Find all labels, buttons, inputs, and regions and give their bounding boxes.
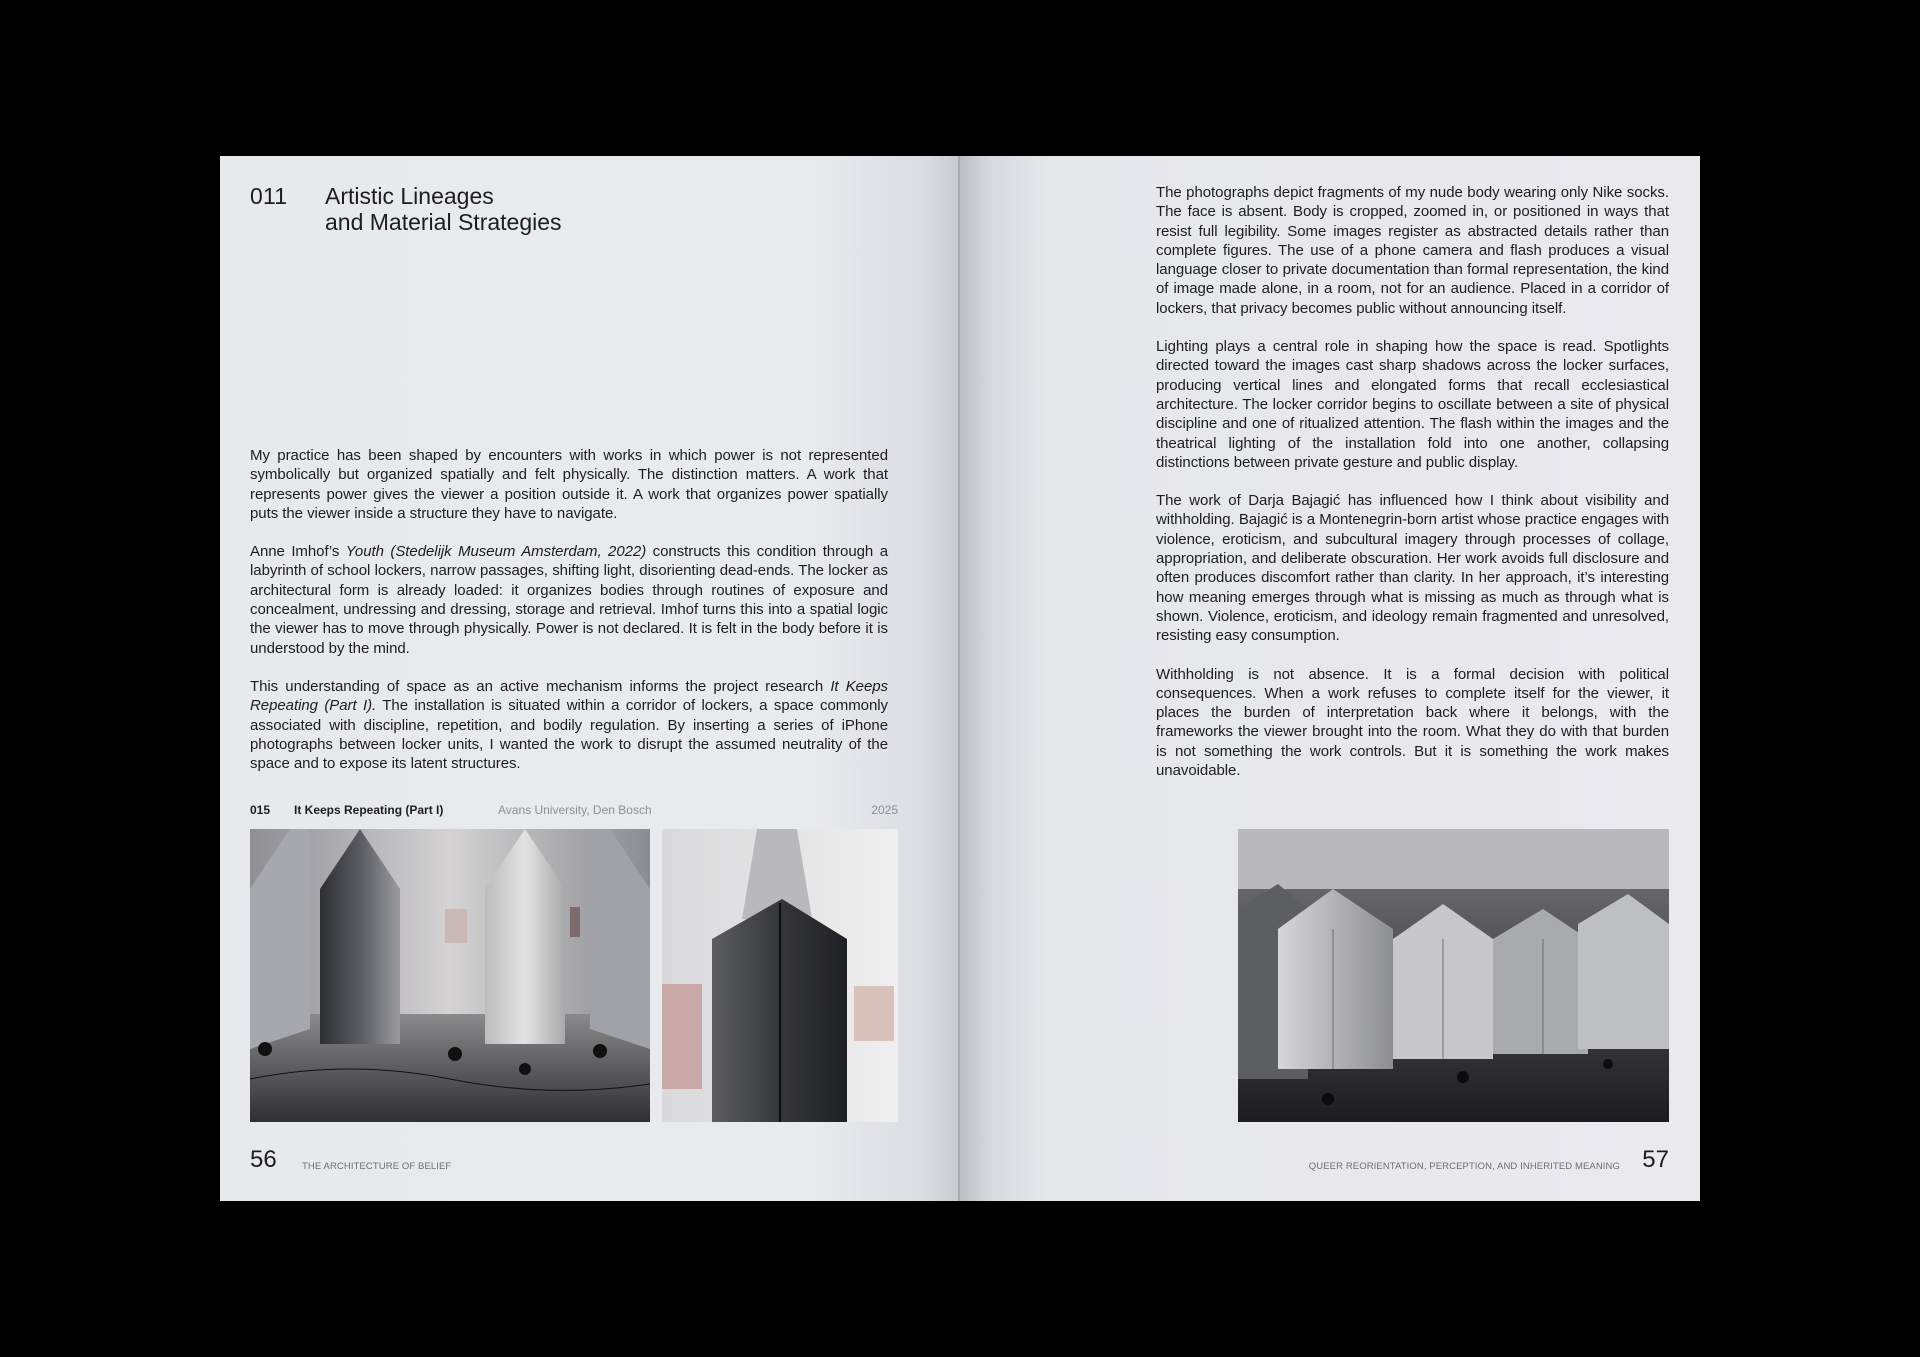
right-page: [960, 156, 1700, 1201]
chapter-title: [325, 183, 562, 235]
left-paragraph-3-italic: It Keeps Repeating (Part I).: [250, 677, 888, 715]
caption-year: 2025: [871, 803, 898, 817]
right-paragraph-1: The photographs depict fragments of my nude body wearing only Nike socks. The face is absent. Body is cropped, zoomed in, or positioned in ways that resist full legibility. Some images register as abstracted details rather than complete figures. The use of a phone camera and flash produces a visual language closer to private documentation than formal representation, the kind of image made alone, in a room, not for an audience. Placed in a corridor of lockers, that privacy becomes public without announcing itself.: [1156, 184, 1669, 317]
left-paragraph-2-start: Anne Imhof’s: [250, 543, 346, 561]
book-spread: [220, 156, 1700, 1201]
installation-photo-locker: [662, 829, 898, 1122]
figure-caption: [250, 803, 898, 819]
left-paragraph-2-rest: constructs this condition through a labyrinth of school lockers, narrow passages, shifting light, disorienting dead-ends. The locker as architectural form is already loaded: it organizes bodies through routines of exposure and concealment, undressing and dressing, storage and retrieval. Imhof turns this into a spatial logic the viewer has to move through physically. Power is not declared. It is felt in the body before it is understood by the mind.: [250, 543, 888, 657]
left-page: [220, 156, 960, 1201]
right-paragraph-3: The work of Darja Bajagić has influenced how I think about visibility and withholding. Bajagić is a Montenegrin-born artist whose practice engages with violence, eroticism, and subcultural imagery through processes of collage, appropriation, and deliberate obscuration. Her work avoids full disclosure and often produces discomfort rather than clarity. In her approach, it’s interesting how meaning emerges through what is missing as much as through what is shown. Violence, eroticism, and ideology remain fragmented and unresolved, resisting easy consumption.: [1156, 492, 1669, 645]
running-head-left: THE ARCHITECTURE OF BELIEF: [302, 1161, 452, 1172]
page-number-right: 57: [1642, 1146, 1669, 1173]
caption-number: 015: [250, 803, 271, 817]
left-paragraph-2: [250, 542, 888, 658]
left-paragraph-3-start: This understanding of space as an active mechanism informs the project research: [250, 677, 831, 695]
chapter-number: 011: [250, 183, 288, 209]
left-body-text: [250, 446, 888, 792]
left-paragraph-3: [250, 677, 888, 773]
right-paragraph-2: Lighting plays a central role in shaping how the space is read. Spotlights directed toward the images cast sharp shadows across the locker surfaces, producing vertical lines and elongated forms that recall ecclesiastical architecture. The locker corridor begins to oscillate between a site of physical discipline and one of ritualized attention. The flash within the images and the theatrical lighting of the installation fold into one another, collapsing distinctions between private gesture and public display.: [1156, 338, 1669, 471]
page-number-left: 56: [250, 1146, 277, 1173]
left-paragraph-1: My practice has been shaped by encounters with works in which power is not represented symbolically but organized spatially and felt physically. The distinction matters. A work that represents power gives the viewer a position outside it. A work that organizes power spatially puts the viewer inside a structure they have to navigate.: [250, 447, 888, 522]
chapter-title-line-1: Artistic Lineages: [325, 183, 494, 209]
caption-place: Avans University, Den Bosch: [498, 803, 652, 817]
installation-photo-corridor: [250, 829, 650, 1122]
right-body-text: [1156, 183, 1669, 799]
chapter-title-line-2: and Material Strategies: [325, 209, 562, 235]
installation-photo-hall: [1238, 829, 1669, 1122]
caption-title: It Keeps Repeating (Part I): [294, 803, 444, 817]
left-paragraph-3-rest: The installation is situated within a corridor of lockers, a space commonly associated with discipline, repetition, and bodily regulation. By inserting a series of iPhone photographs between locker units, I wanted the work to disrupt the assumed neutrality of the space and to expose its latent structures.: [250, 697, 888, 773]
right-paragraph-4: Withholding is not absence. It is a formal decision with political consequences. When a work refuses to complete itself for the viewer, it places the burden of interpretation back where it belongs, with the frameworks the viewer brought into the room. What they do with that burden is not something the work controls. But it is something the work makes unavoidable.: [1156, 665, 1669, 780]
running-head-right: QUEER REORIENTATION, PERCEPTION, AND INHERITED MEANING: [1308, 1161, 1620, 1172]
left-paragraph-2-italic: Youth (Stedelijk Museum Amsterdam, 2022): [345, 543, 647, 561]
